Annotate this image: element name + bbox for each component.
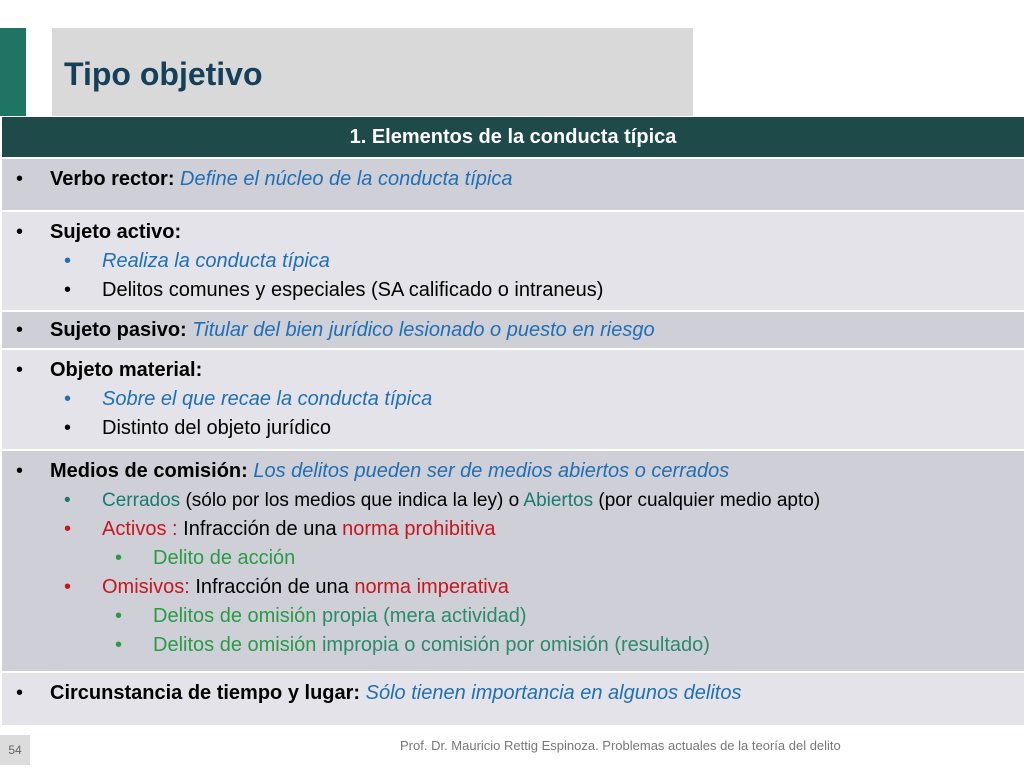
list-item xyxy=(14,316,1024,345)
row-text: Define el núcleo de la conducta típica xyxy=(180,168,513,190)
row-label: Medios de comisión: xyxy=(50,460,248,482)
sub-text: Sobre el que recae la conducta típica xyxy=(102,388,433,410)
accent-bar xyxy=(0,28,26,116)
sub-item: • Activos : Infracción de una norma prohibitiva xyxy=(64,518,496,540)
list-item xyxy=(14,165,1024,194)
footer-text: Prof. Dr. Mauricio Rettig Espinoza. Problemas actuales de la teoría del delito xyxy=(400,738,841,753)
sub-item: • Omisivos: Infracción de una norma imperativa xyxy=(64,576,509,598)
row-objeto-material xyxy=(2,348,1024,449)
row-medios-comision xyxy=(2,449,1024,671)
sub-item: • Distinto del objeto jurídico xyxy=(64,417,332,439)
elements-table xyxy=(2,117,1024,725)
sub-item: • Realiza la conducta típica xyxy=(64,250,330,272)
table-header: 1. Elementos de la conducta típica xyxy=(2,117,1024,157)
sub-item: • Delitos comunes y especiales (SA calificado o intraneus) xyxy=(64,279,604,301)
row-verbo-rector xyxy=(2,157,1024,210)
page-number: 54 xyxy=(0,735,30,765)
slide-title: Tipo objetivo xyxy=(64,56,263,92)
row-text: Titular del bien jurídico lesionado o puesto en riesgo xyxy=(192,319,655,341)
sub-item: • Cerrados (sólo por los medios que indica la ley) o Abiertos (por cualquier medio apto) xyxy=(64,490,821,511)
sub-item: • Sobre el que recae la conducta típica xyxy=(64,388,433,410)
sub-sub-item: • Delitos de omisión impropia o comisión por omisión (resultado) xyxy=(115,634,710,656)
sub-text: Distinto del objeto jurídico xyxy=(102,417,332,439)
row-label: Objeto material: xyxy=(50,359,203,381)
row-sujeto-activo xyxy=(2,210,1024,310)
row-text: Sólo tienen importancia en algunos delitos xyxy=(365,682,742,704)
list-item xyxy=(14,679,1024,708)
row-label: Sujeto pasivo: xyxy=(50,319,187,341)
sub-sub-item: • Delito de acción xyxy=(115,547,296,569)
row-label: Verbo rector: xyxy=(50,168,175,190)
list-item xyxy=(14,218,1024,247)
sub-text: Delitos comunes y especiales (SA calificado o intraneus) xyxy=(102,279,604,301)
row-label: Circunstancia de tiempo y lugar: xyxy=(50,682,361,704)
row-label: Sujeto activo: xyxy=(50,221,182,243)
list-item xyxy=(14,356,1024,385)
row-text: Los delitos pueden ser de medios abiertos o cerrados xyxy=(253,460,730,482)
row-circunstancia xyxy=(2,671,1024,725)
title-box xyxy=(52,28,693,116)
list-item xyxy=(14,457,1024,486)
sub-sub-item: • Delitos de omisión propia (mera actividad) xyxy=(115,605,527,627)
sub-text: Realiza la conducta típica xyxy=(102,250,330,272)
row-sujeto-pasivo xyxy=(2,310,1024,348)
